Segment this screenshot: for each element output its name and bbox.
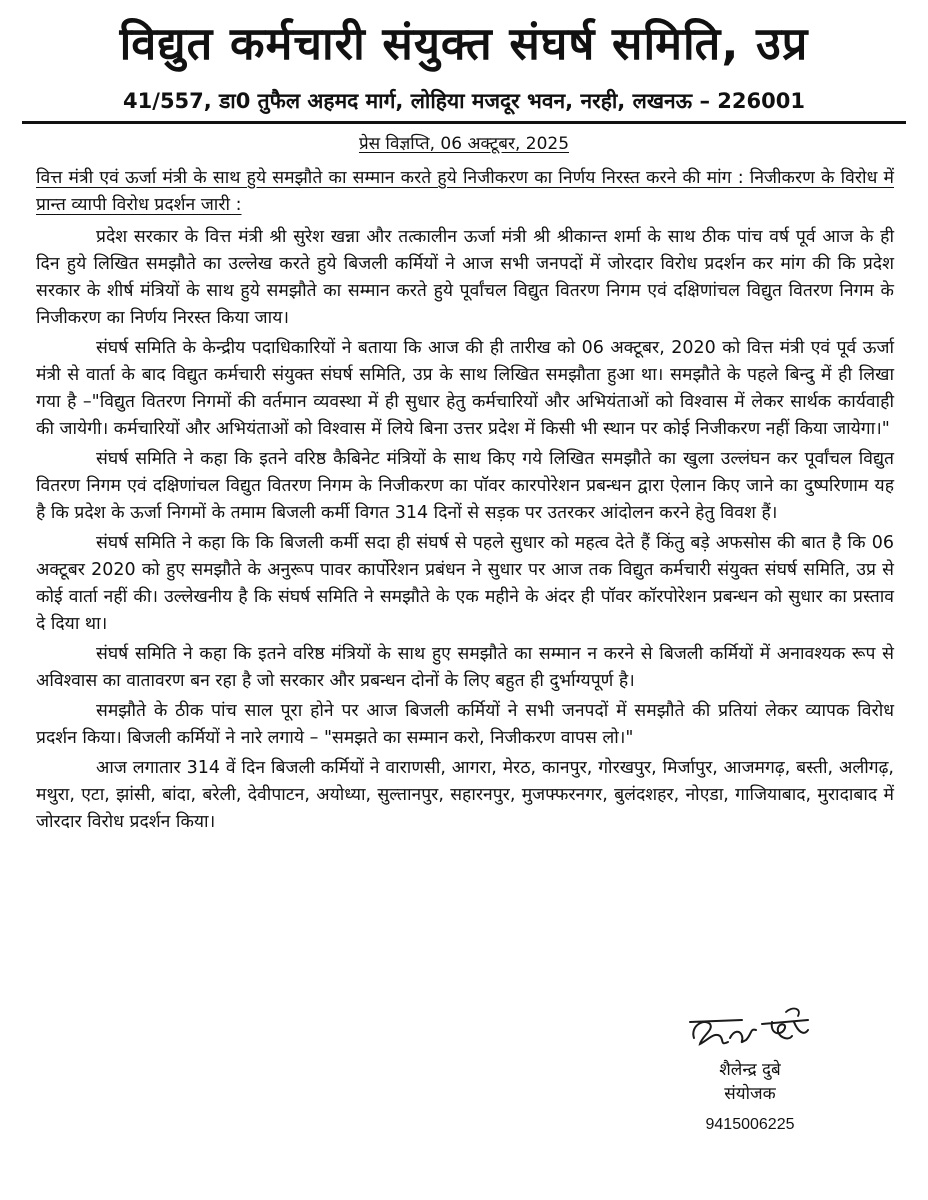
paragraph-3: संघर्ष समिति ने कहा कि इतने वरिष्ठ कैबिनेट मंत्रियों के साथ किए गये लिखित समझौते का खुला उल्लंघन कर पूर्वांचल विद्युत वितरण निगम एवं दक्षिणांचल विद्युत वितरण निगम के निजीकरण का पॉवर कारपोरेशन प्रबन्धन द्वारा ऐलान किए जाने का दुष्परिणाम यह है कि प्रदेश के ऊर्जा निगमों के तमाम बिजली कर्मी विगत 314 दिनों से सड़क पर उतरकर आंदोलन करने हेतु विवश हैं। xyxy=(36,449,894,523)
paragraph-2: संघर्ष समिति के केन्द्रीय पदाधिकारियों ने बताया कि आज की ही तारीख को 06 अक्टूबर, 2020 को वित्त मंत्री एवं पूर्व ऊर्जा मंत्री से वार्ता के बाद विद्युत कर्मचारी संयुक्त संघर्ष समिति, उप्र के साथ लिखित समझौता हुआ था। समझौते के पहले बिन्दु में ही लिखा गया है –"विद्युत वितरण निगमों की वर्तमान व्यवस्था में ही सुधार हेतु कर्मचारियों और अभियंताओं को विश्वास में लेकर सार्थक कार्यवाही की जायेगी। कर्मचारियों और अभियंताओं को विश्वास में लिये बिना उत्तर प्रदेश में किसी भी स्थान पर कोई निजीकरण नहीं किया जायेगा।" xyxy=(36,338,894,439)
subject-heading: वित्त मंत्री एवं ऊर्जा मंत्री के साथ हुये समझौते का सम्मान करते हुये निजीकरण का निर्णय निरस्त करने की मांग : निजीकरण के विरोध में प्रान्त व्यापी विरोध प्रदर्शन जारी : xyxy=(36,168,894,215)
press-release-date-line xyxy=(0,131,928,157)
organization-name: विद्युत कर्मचारी संयुक्त संघर्ष समिति, उप्र xyxy=(119,17,809,70)
handwritten-signature xyxy=(680,1000,820,1058)
body-text xyxy=(36,224,894,839)
signatory-name: शैलेन्द्र दुबे xyxy=(719,1060,781,1080)
signatory-phone: 9415006225 xyxy=(705,1116,795,1133)
signatory-title: संयोजक xyxy=(724,1084,776,1104)
press-release-label: प्रेस विज्ञप्ति, 06 अक्टूबर, 2025 xyxy=(358,134,570,154)
organization-address: 41/557, डा0 तुफैल अहमद मार्ग, लोहिया मजदूर भवन, नरही, लखनऊ – 226001 xyxy=(123,89,805,113)
paragraph-1: प्रदेश सरकार के वित्त मंत्री श्री सुरेश खन्ना और तत्कालीन ऊर्जा मंत्री श्री श्रीकान्त शर्मा के साथ ठीक पांच वर्ष पूर्व आज के ही दिन हुये लिखित समझौते का उल्लेख करते हुये बिजली कर्मियों ने आज सभी जनपदों में जोरदार विरोध प्रदर्शन कर मांग की कि प्रदेश सरकार के शीर्ष मंत्रियों के साथ हुये समझौते का सम्मान करते हुये पूर्वांचल विद्युत वितरण निगम एवं दक्षिणांचल विद्युत वितरण निगम के निजीकरण का निर्णय निरस्त किया जाय। xyxy=(36,227,894,328)
header-divider xyxy=(22,121,906,124)
signature-block xyxy=(660,1000,840,1138)
paragraph-6: समझौते के ठीक पांच साल पूरा होने पर आज बिजली कर्मियों ने सभी जनपदों में समझौते की प्रतियां लेकर व्यापक विरोध प्रदर्शन किया। बिजली कर्मियों ने नारे लगाये – "समझते का सम्मान करो, निजीकरण वापस लो।" xyxy=(36,701,894,748)
paragraph-5: संघर्ष समिति ने कहा कि इतने वरिष्ठ मंत्रियों के साथ हुए समझौते का सम्मान न करने से बिजली कर्मियों में अनावश्यक रूप से अविश्वास का वातावरण बन रहा है जो सरकार और प्रबन्धन दोनों के लिए बहुत ही दुर्भाग्यपूर्ण है। xyxy=(36,644,894,691)
paragraph-4: संघर्ष समिति ने कहा कि कि बिजली कर्मी सदा ही संघर्ष से पहले सुधार को महत्व देते हैं किंतु बड़े अफसोस की बात है कि 06 अक्टूबर 2020 को हुए समझौते के अनुरूप पावर कार्पोरेशन प्रबंधन ने सुधार पर आज तक विद्युत कर्मचारी संयुक्त संघर्ष समिति, उप्र से कोई वार्ता नहीं की। उल्लेखनीय है कि संघर्ष समिति ने समझौते के एक महीने के अंदर ही पॉवर कॉरपोरेशन प्रबन्धन को सुधार का प्रस्ताव दे दिया था। xyxy=(36,533,894,634)
paragraph-7: आज लगातार 314 वें दिन बिजली कर्मियों ने वाराणसी, आगरा, मेरठ, कानपुर, गोरखपुर, मिर्जापुर, आजमगढ़, बस्ती, अलीगढ़, मथुरा, एटा, झांसी, बांदा, बरेली, देवीपाटन, अयोध्या, सुल्तानपुर, सहारनपुर, मुजफ्फरनगर, बुलंदशहर, नोएडा, गाजियाबाद, मुरादाबाद में जोरदार विरोध प्रदर्शन किया। xyxy=(36,758,894,832)
